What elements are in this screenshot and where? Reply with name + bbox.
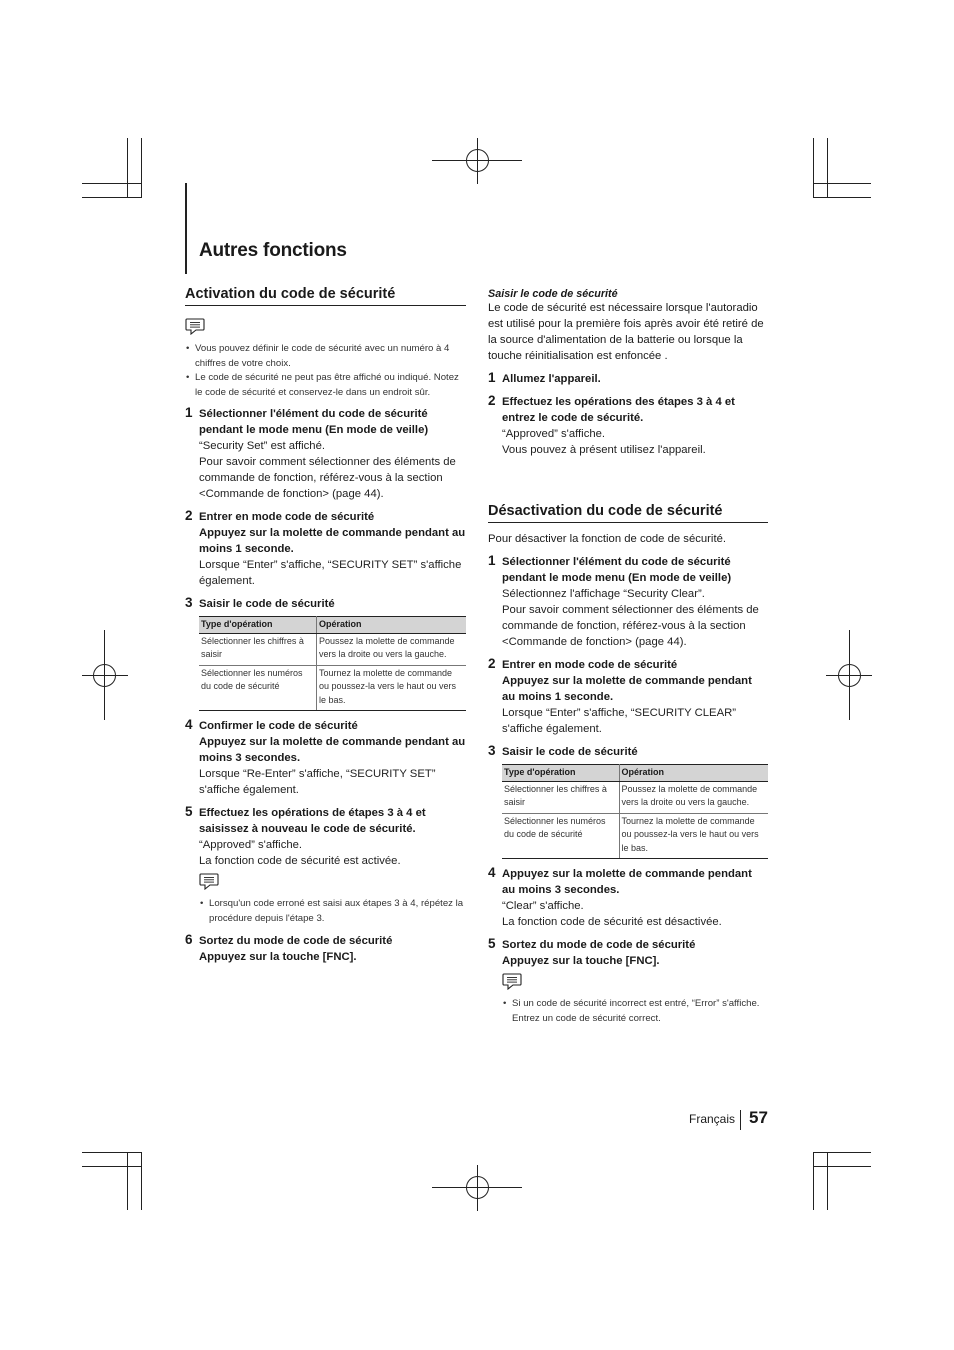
note-icon bbox=[185, 318, 205, 335]
step-heading: Sélectionner l'élément du code de sécurité pendant le mode menu (En mode de veille) bbox=[502, 556, 732, 584]
step-instruction: Appuyez sur la molette de commande pendant au moins 1 seconde. bbox=[502, 675, 752, 703]
step-5 bbox=[488, 937, 768, 1026]
section-intro: Pour désactiver la fonction de code de sécurité. bbox=[488, 533, 727, 545]
step-number: 1 bbox=[185, 405, 193, 420]
step-text: Pour savoir comment sélectionner des éléments de commande de fonction, référez-vous à la section <Commande de fonction> (page 44). bbox=[199, 456, 456, 500]
step-text: La fonction code de sécurité est activée. bbox=[199, 855, 401, 867]
step-heading: Effectuez les opérations des étapes 3 à 4 et entrez le code de sécurité. bbox=[502, 396, 735, 424]
step-heading: Saisir le code de sécurité bbox=[502, 746, 638, 758]
table-row bbox=[199, 665, 466, 711]
step-number: 3 bbox=[185, 595, 193, 610]
subheading: Saisir le code de sécurité bbox=[488, 288, 618, 300]
step-instruction: Appuyez sur la molette de commande pendant au moins 3 secondes. bbox=[199, 736, 466, 764]
table-cell: Poussez la molette de commande vers la droite ou vers la gauche. bbox=[619, 781, 768, 813]
page-title: Autres fonctions bbox=[199, 240, 347, 261]
step-text: La fonction code de sécurité est désactivée. bbox=[502, 916, 722, 928]
note-icon bbox=[502, 973, 522, 990]
step-2 bbox=[185, 509, 466, 589]
list-item: • Si un code de sécurité incorrect est entré, “Error” s'affiche. Entrez un code de sécurité correct. bbox=[502, 997, 768, 1026]
step-heading: Entrer en mode code de sécurité bbox=[199, 511, 375, 523]
section-title-activation: Activation du code de sécurité bbox=[185, 286, 466, 306]
step-heading: Appuyez sur la molette de commande pendant au moins 3 secondes. bbox=[502, 868, 752, 896]
table-row bbox=[502, 781, 768, 813]
step-instruction: Appuyez sur la touche [FNC]. bbox=[199, 951, 357, 963]
table-header: Type d'opération bbox=[199, 617, 316, 634]
step-1 bbox=[185, 406, 466, 502]
step-number: 2 bbox=[185, 508, 193, 523]
step-number: 2 bbox=[488, 656, 496, 671]
step-5 bbox=[185, 805, 466, 926]
step-heading: Sélectionner l'élément du code de sécurité pendant le mode menu (En mode de veille) bbox=[199, 408, 429, 436]
operations-table bbox=[199, 616, 466, 711]
step-text: Lorsque “Enter” s'affiche, “SECURITY CLEAR” s'affiche également. bbox=[502, 707, 737, 735]
step-number: 2 bbox=[488, 393, 496, 408]
section-title-deactivation: Désactivation du code de sécurité bbox=[488, 503, 768, 523]
footer-divider bbox=[740, 1110, 741, 1130]
step-instruction: Appuyez sur la molette de commande pendant au moins 1 seconde. bbox=[199, 527, 466, 555]
footer-language: Français bbox=[689, 1112, 736, 1126]
table-cell: Tournez la molette de commande ou poussez-la vers le haut ou vers le bas. bbox=[316, 665, 466, 711]
step-text: “Clear” s'affiche. bbox=[502, 900, 584, 912]
table-row bbox=[502, 813, 768, 859]
step-instruction: Appuyez sur la touche [FNC]. bbox=[502, 955, 660, 967]
step-number: 1 bbox=[488, 370, 496, 385]
step-text: Sélectionnez l'affichage “Security Clear”. bbox=[502, 588, 705, 600]
step-number: 4 bbox=[185, 717, 193, 732]
step-3 bbox=[185, 596, 466, 711]
step-number: 5 bbox=[488, 936, 496, 951]
note-list bbox=[199, 897, 466, 926]
step-text: Pour savoir comment sélectionner des éléments de commande de fonction, référez-vous à la section <Commande de fonction> (page 44). bbox=[502, 604, 759, 648]
title-bar bbox=[185, 183, 187, 274]
step-number: 1 bbox=[488, 553, 496, 568]
step-4 bbox=[488, 866, 768, 930]
note-icon bbox=[199, 873, 219, 890]
page-number: 57 bbox=[749, 1108, 768, 1127]
step-heading: Sortez du mode de code de sécurité bbox=[502, 939, 696, 951]
table-row bbox=[199, 633, 466, 665]
step-text: Lorsque “Enter” s'affiche, “SECURITY SET” s'affiche également. bbox=[199, 559, 462, 587]
note-list bbox=[502, 997, 768, 1026]
list-item: • Vous pouvez définir le code de sécurité avec un numéro à 4 chiffres de votre choix. bbox=[185, 342, 466, 371]
step-3 bbox=[488, 744, 768, 859]
operations-table bbox=[502, 764, 768, 859]
step-1 bbox=[488, 371, 768, 387]
table-header: Opération bbox=[619, 765, 768, 782]
table-cell: Sélectionner les chiffres à saisir bbox=[199, 633, 316, 665]
list-item: • Lorsqu'un code erroné est saisi aux étapes 3 à 4, répétez la procédure depuis l'étape 3. bbox=[199, 897, 466, 926]
step-text: “Approved” s'affiche. bbox=[502, 428, 606, 440]
table-cell: Sélectionner les numéros du code de sécurité bbox=[199, 665, 316, 711]
step-2 bbox=[488, 394, 768, 458]
table-cell: Sélectionner les chiffres à saisir bbox=[502, 781, 619, 813]
note-list bbox=[185, 342, 466, 400]
table-header: Opération bbox=[316, 617, 466, 634]
step-1 bbox=[488, 554, 768, 650]
step-text: Vous pouvez à présent utilisez l'appareil. bbox=[502, 444, 706, 456]
step-number: 4 bbox=[488, 865, 496, 880]
table-cell: Poussez la molette de commande vers la droite ou vers la gauche. bbox=[316, 633, 466, 665]
step-text: “Approved” s'affiche. bbox=[199, 839, 303, 851]
step-heading: Saisir le code de sécurité bbox=[199, 598, 335, 610]
intro-paragraph: Le code de sécurité est nécessaire lorsque l'autoradio est utilisé pour la première fois après avoir été retiré de la source d'alimentation de la batterie ou lorsque la touche réinitialisation est enfoncée . bbox=[488, 302, 764, 362]
step-text: “Security Set” est affiché. bbox=[199, 440, 325, 452]
table-cell: Sélectionner les numéros du code de sécurité bbox=[502, 813, 619, 859]
step-heading: Confirmer le code de sécurité bbox=[199, 720, 358, 732]
table-header: Type d'opération bbox=[502, 765, 619, 782]
step-number: 3 bbox=[488, 743, 496, 758]
step-text: Lorsque “Re-Enter” s'affiche, “SECURITY SET” s'affiche également. bbox=[199, 768, 436, 796]
step-heading: Allumez l'appareil. bbox=[502, 373, 601, 385]
table-cell: Tournez la molette de commande ou poussez-la vers le haut ou vers le bas. bbox=[619, 813, 768, 859]
list-item: • Le code de sécurité ne peut pas être affiché ou indiqué. Notez le code de sécurité et conservez-le dans un endroit sûr. bbox=[185, 371, 466, 400]
step-number: 6 bbox=[185, 932, 193, 947]
step-heading: Sortez du mode de code de sécurité bbox=[199, 935, 393, 947]
step-number: 5 bbox=[185, 804, 193, 819]
right-column bbox=[488, 286, 768, 1033]
step-6 bbox=[185, 933, 466, 965]
step-4 bbox=[185, 718, 466, 798]
step-2 bbox=[488, 657, 768, 737]
step-heading: Effectuez les opérations de étapes 3 à 4 et saisissez à nouveau le code de sécurité. bbox=[199, 807, 426, 835]
step-heading: Entrer en mode code de sécurité bbox=[502, 659, 678, 671]
left-column bbox=[185, 286, 466, 972]
